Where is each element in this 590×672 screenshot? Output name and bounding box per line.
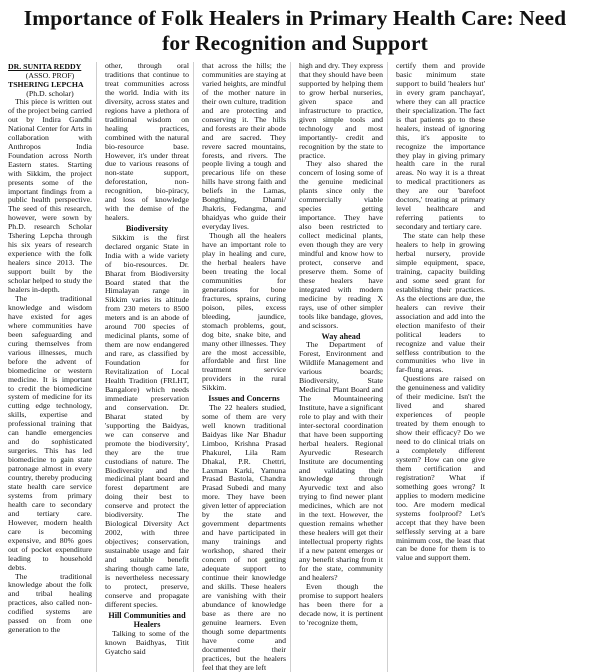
author1-name: DR. SUNITA REDDY [8, 62, 82, 71]
section-subheading: Way ahead [321, 331, 361, 341]
column-body-3 [202, 62, 286, 672]
article-paragraph: Talking to some of the known Baidhyas, Titit Gyatcho said [105, 628, 189, 656]
article-column-3 [202, 62, 291, 672]
article-paragraph: other, through oral traditions that continue to treat communities across the world. India with its diversity, across states and regions have a plethora of traditional wisdom on healing practices, combined with the natural bio-resource base. However, it's under threat due to various reasons of non-state support, deforestation, non-recognition, bio-piracy, and loss of knowledge with the demise of the healers. [105, 61, 189, 223]
article-column-5 [396, 62, 485, 672]
article-paragraph: Sikkim is the first declared organic State in India with a wide variety of bio-resources. Dr. Bharat from Biodiversity Board stated that the Himalayan range in Sikkim varies its altitude from 230 meters to 8500 meters and is an abode of around 700 species of medicinal plants, some of them are now endangered and rare, as classified by Foundation for Revitalization of Local Health Tradition (FRLHT, Bangalore) which needs immediate preservation and conservation. Dr. Bharat stated by 'supporting the Baidyas, we can conserve and promote the biodiversity', they are the true custodians of nature. The Biodiversity and the medicinal plant board and forest department are doing their best to conserve and protect the biodiversity. The Biological Diversity Act 2002, with three objectives; conservation, sustainable usage and fair and suitable benefit sharing though came late, is nevertheless necessary to protect, preserve, conserve and propagate different species. [105, 232, 189, 609]
column-body-5 [396, 62, 485, 563]
article-paragraph: The 22 healers studied, some of them are very well known traditional Baidyas like Nar Bhadur Limboo, Krishna Prasad Phakurel, Lila Ram Dhakal, P.R. Chettri, Laxman Karki, Yamuna Prasad Bastola, Chandra Prasad Subedi and many more. They have been given letter of appreciation by the state and government departments and have participated in many trainings and workshop, shared their concern of not getting adequate support to continue their knowledge and skills. These healers are vanishing with their abundance of knowledge base as there are no genuine learners. Even though some departments have come and documented their practices, but the healers feel that they are left [202, 402, 286, 672]
author1-role: (ASSO. PROF) [25, 71, 75, 80]
article-paragraph: Though all the healers have an important role to play in healing and cure, the herbal healers have been treating the local communities for generations for bone fractures, sprains, curing poison, piles, excess bleeding, jaundice, stomach problems, gout, dog bite, snake bite, and many other illnesses. They are the most accessible, affordable and first line treatment service providers in the rural Sikkim. [202, 231, 286, 393]
article-paragraph: The traditional knowledge and wisdom have existed for ages where communities have been safeguarding and curing themselves from various illnesses, much before the advent of biomedicine or western medicine. It is important to credit the biomedicine system of medicine for its cutting edge technology, skills, expertise and professional training that can handle emergencies and do sophisticated surgeries. This has led biomedicine to gain state patronage almost in every country, thereby producing state health care service systems from primary health care to secondary and tertiary care. However, modern health care is becoming expensive, and 80% goes out of pocket expenditure leading to household debts. [8, 293, 92, 572]
article-paragraph: The Department of Forest, Environment and Wildlife Management and various boards; Biodiversity, State Medicinal Plant Board and The Mountaineering Institute, have a significant role to play and with their inter-sectoral coordination that have been supporting herbal healers. Regional Ayurvedic Research Institute are documenting and validating their knowledge through Ayurvedic text and also trying to find newer plant medicines, which are not in the text. However, the question remains whether these healers will get their intellectual property rights if a new patent emerges or any benefit sharing from it for the state, community and healers? [299, 340, 383, 582]
article-headline: Importance of Folk Healers in Primary Health Care: Need for Recognition and Support [23, 6, 567, 55]
section-subheading: Hill Communities and Healers [108, 610, 186, 630]
author2-name: TSHERING LEPCHA [8, 80, 84, 89]
column-body-2 [105, 62, 189, 657]
column-body-1 [8, 98, 92, 635]
article-paragraph: Even though the promise to support healers has been there for a decade now, it is pertinent to 'recognize them, [299, 581, 383, 627]
article-paragraph: certify them and provide basic minimum state support to build 'healers hut' in every gram panchayat', where they can all practice their specialization. The fact is that patients go to these healers, instead of ignoring this, it's apposite to recognize the importance they play in giving primary health care in the rural areas. No way it is a threat to medical practitioners as they are our 'barefoot doctors,' treating at primary level healthcare and referring patients to secondary and tertiary care. [396, 61, 485, 232]
article-column-2 [105, 62, 194, 672]
article-paragraph: The state can help these healers to help in growing herbal nursery, provide simple equipment, space, training, capacity building and some seed grant for establishing their practices. As the elections are due, the healers can revive their association and add into the election manifesto of their political leaders to recognize and value their selfless contribution to the communities who live in far-flung areas. [396, 231, 485, 375]
article-paragraph: The traditional knowledge about the folk and tribal healing practices, also called non-codified systems are passed on from one generation to the [8, 571, 92, 635]
article-column-1 [8, 62, 97, 672]
column-body-4 [299, 62, 383, 628]
article-paragraph: Questions are raised on the genuineness and validity of their medicine. Isn't the lived and shared experiences of people treated by them enough to show their efficacy? Do we need to do clinical trials on a completely different system? How can one give them certification and registration? What if something goes wrong? It applies to modern medicine too. Are modern medical systems foolproof? Let's accept that they have been selflessly serving at a bare minimum cost, the least that can be done for them is to value and support them. [396, 374, 485, 563]
article-paragraph: This piece is written out of the project being carried out by Indira Gandhi National Center for Arts in collaboration with Anthropos India Foundation across North Eastern states. Starting with Sikkim, the project presents some of the important findings from a public health perspective. The seed of this research, however, were sown by Ph.D. research Scholar Tshering Lepcha through his six years of research experience with the folk healers since 2013. The support built by the scholar helped to study the healers in-depth. [8, 97, 92, 295]
article-paragraph: high and dry. They express that they should have been supported by helping them to grow herbal nurseries, given space and infrastructure to practice, given simple tools and technology and most importantly- credit and recognition by the state to practice. [299, 61, 383, 160]
author2-role: (Ph.D. scholar) [26, 89, 74, 98]
article-paragraph: They also shared the concern of losing some of the genuine medicinal plants since only the commercially viable species getting importance. They have also been restricted to collect medicinal plants, even though they are very mindful and know how to protect, conserve and preserve them. Some of these healers have integrated with modern medicine by reading X rays, use of other simpler tools like bandage, gloves, and scissors. [299, 159, 383, 330]
article-paragraph: that across the hills; the communities are staying at varied heights, are mindful of the mother nature in their own culture, tradition and are protecting and conserving it. The hills and forests are their abode and are sacred. They revere sacred mountains, forests, and rivers. The people living a tough and precarious life on these hills have strong faith and beliefs in the Lamas, Bongthing, Dhami/ Jhakris, Fedangma, and bhaidyas who guide their everyday lives. [202, 61, 286, 232]
section-subheading: Issues and Concerns [208, 394, 280, 404]
author-byline [8, 62, 92, 98]
article-column-4 [299, 62, 388, 672]
article-columns [8, 61, 582, 672]
section-subheading: Biodiversity [125, 224, 169, 234]
